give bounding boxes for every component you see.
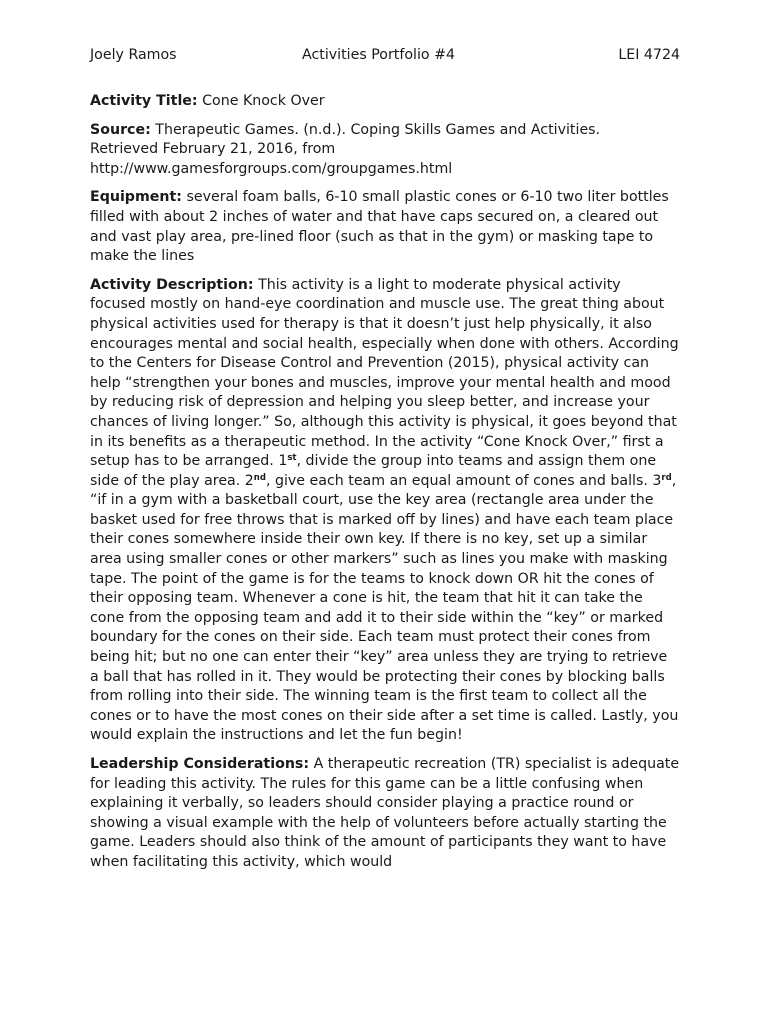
description-text-3: , give each team an equal amount of cones and balls. 3 [265,472,662,489]
page-header [90,46,680,66]
description-text-1: This activity is a light to moderate physical activity focused mostly on hand-eye coordination and muscle use. The great thing about physical activities used for therapy is that it doesn’t just help physically, it also encourages mental and social health, especially when done with others. According to the Centers for Disease Control and Prevention (2015), physical activity can help “strengthen your bones and muscles, improve your mental health and mood by reducing risk of depression and helping you sleep better, and increase your chances of living longer.” So, although this activity is physical, it goes beyond that in its benefits as a therapeutic method. In the activity “Cone Knock Over,” first a setup has to be arranged. 1 [90,276,679,470]
header-title: Activities Portfolio #4 [302,47,456,63]
equipment-paragraph [90,188,680,266]
description-text-4: , “if in a gym with a basketball court, use the key area (rectangle area under the basket used for free throws that is marked off by lines) and have each team place their cones somewhere inside their own key. If there is no key, set up a similar area using smaller cones or other markers” such as lines you make with masking tape. The point of the game is for the teams to knock down OR hit the cones of their opposing team. Whenever a cone is hit, the team that hit it can take the cone from the opposing team and add it to their side within the “key” or marked boundary for the cones on their side. Each team must protect their cones from being hit; but no one can enter their “key” area unless they are trying to retrieve a ball that has rolled in it. They would be protecting their cones by blocking balls from rolling into their side. The winning team is the first team to collect all the cones or to have the most cones on their side after a set time is called. Lastly, you would explain the instructions and let the fun begin! [90,472,679,744]
header-author: Joely Ramos [90,47,177,63]
ordinal-second: nd [253,472,266,483]
equipment-label: Equipment: [90,189,182,206]
description-text-2: , divide the group into teams and assign them one side of the play area. 2 [90,453,657,489]
source-citation: Therapeutic Games. (n.d.). Coping Skills Games and Activities. [155,121,601,138]
equipment-text: several foam balls, 6-10 small plastic cones or 6-10 two liter bottles filled with about 2 inches of water and that have caps secured on, a cleared out and vast play area, pre-lined floor (such as that in the gym) or masking tape to make the lines [90,189,669,265]
leadership-text: A therapeutic recreation (TR) specialist is adequate for leading this activity. The rules for this game can be a little confusing when explaining it verbally, so leaders should consider playing a practice round or showing a visual example with the help of volunteers before actually starting the game. Leaders should also think of the amount of participants they want to have when facilitating this activity, which would [90,756,680,870]
description-label: Activity Description: [90,276,254,293]
header-course: LEI 4724 [618,47,680,63]
source-paragraph [90,121,680,180]
source-label: Source: [90,121,151,138]
ordinal-third: rd [661,472,672,483]
activity-title-paragraph [90,92,680,112]
document-body [90,92,680,882]
activity-title-label: Activity Title: [90,93,198,109]
leadership-label: Leadership Considerations: [90,756,310,772]
activity-title-value: Cone Knock Over [202,93,325,109]
source-url: http://www.gamesforgroups.com/groupgames.html [90,160,453,177]
leadership-paragraph [90,755,680,873]
ordinal-first: st [287,453,297,464]
source-retrieved: Retrieved February 21, 2016, from [90,141,336,158]
description-paragraph [90,276,680,746]
